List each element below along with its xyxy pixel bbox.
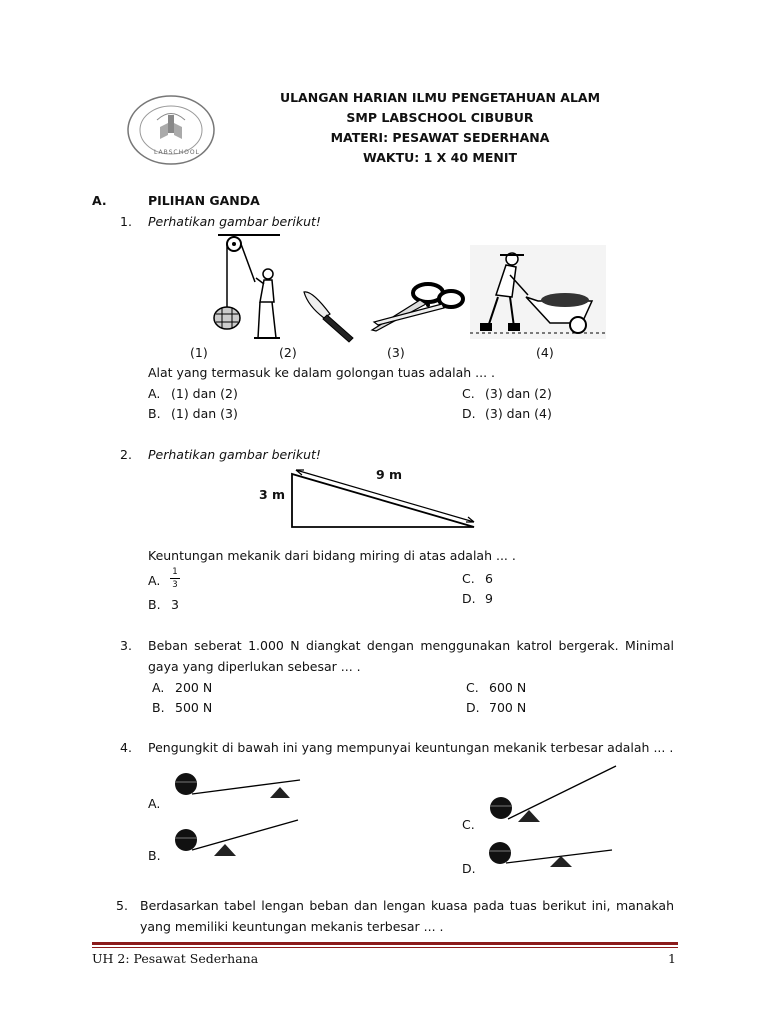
q1-label-4: (4) — [536, 345, 554, 360]
lever-d-diagram[interactable] — [486, 838, 616, 872]
q3-option-a-key: A. — [152, 680, 165, 695]
q3-option-d[interactable]: 700 N — [489, 700, 527, 715]
q2-question: Keuntungan mekanik dari bidang miring di atas adalah ... . — [148, 548, 516, 563]
q4-option-d-key: D. — [462, 861, 476, 876]
q3-option-b-key: B. — [152, 700, 165, 715]
q1-option-c-key: C. — [462, 386, 475, 401]
lever-c-diagram[interactable] — [486, 764, 626, 824]
q4-option-a-key: A. — [148, 796, 161, 811]
footer-title: UH 2: Pesawat Sederhana — [92, 951, 259, 966]
q3-option-a[interactable]: 200 N — [175, 680, 213, 695]
q1-option-a-key: A. — [148, 386, 161, 401]
q4-option-b-key: B. — [148, 848, 161, 863]
q1-label-1: (1) — [190, 345, 208, 360]
q3-option-c-key: C. — [466, 680, 479, 695]
q1-number: 1. — [120, 214, 132, 229]
wheelbarrow-illustration — [470, 245, 606, 339]
fraction-denominator: 3 — [172, 580, 178, 590]
scissors-illustration — [368, 280, 468, 335]
logo-text: LABSCHOOL — [154, 149, 200, 156]
q2-option-c-key: C. — [462, 571, 475, 586]
pulley-illustration — [210, 232, 290, 342]
q2-prompt: Perhatikan gambar berikut! — [148, 447, 321, 462]
q3-option-c[interactable]: 600 N — [489, 680, 527, 695]
q1-question: Alat yang termasuk ke dalam golongan tuas adalah ... . — [148, 365, 496, 380]
q2-option-a-key: A. — [148, 573, 161, 588]
q1-option-d-key: D. — [462, 406, 476, 421]
q4-number: 4. — [120, 740, 132, 755]
q1-option-d[interactable]: (3) dan (4) — [485, 406, 552, 421]
q5-number: 5. — [116, 898, 128, 913]
header-subject: MATERI: PESAWAT SEDERHANA — [330, 130, 550, 145]
q2-option-b-key: B. — [148, 597, 161, 612]
q1-option-b-key: B. — [148, 406, 161, 421]
q1-label-2: (2) — [279, 345, 297, 360]
q1-option-b[interactable]: (1) dan (3) — [171, 406, 238, 421]
q2-option-c[interactable]: 6 — [485, 571, 493, 586]
q2-option-d[interactable]: 9 — [485, 591, 493, 606]
footer-rule-thin — [92, 947, 678, 948]
q2-option-a[interactable] — [170, 567, 180, 590]
fraction-numerator: 1 — [172, 567, 178, 577]
q5-question-line2: yang memiliki keuntungan mekanis terbesar ... . — [140, 919, 444, 934]
header-time: WAKTU: 1 X 40 MENIT — [362, 150, 518, 165]
incline-height-label: 3 m — [259, 487, 286, 502]
section-letter: A. — [92, 193, 107, 208]
q1-option-c[interactable]: (3) dan (2) — [485, 386, 552, 401]
q1-option-a[interactable]: (1) dan (2) — [171, 386, 238, 401]
knife-illustration — [300, 288, 360, 348]
q2-number: 2. — [120, 447, 132, 462]
header-school: SMP LABSCHOOL CIBUBUR — [346, 110, 534, 125]
q1-prompt: Perhatikan gambar berikut! — [148, 214, 321, 229]
lever-b-diagram[interactable] — [172, 818, 302, 858]
incline-length-label: 9 m — [376, 467, 403, 482]
q4-option-c-key: C. — [462, 817, 475, 832]
section-title: PILIHAN GANDA — [148, 193, 260, 208]
footer-rule — [92, 942, 678, 945]
q1-label-3: (3) — [387, 345, 405, 360]
q2-option-d-key: D. — [462, 591, 476, 606]
q2-option-b[interactable]: 3 — [171, 597, 179, 612]
lever-a-diagram[interactable] — [172, 772, 302, 802]
page-number: 1 — [668, 951, 676, 966]
q4-question: Pengungkit di bawah ini yang mempunyai keuntungan mekanik terbesar adalah ... . — [148, 740, 674, 755]
header-title: ULANGAN HARIAN ILMU PENGETAHUAN ALAM — [279, 90, 601, 105]
q3-question-line1: Beban seberat 1.000 N diangkat dengan menggunakan katrol bergerak. Minimal — [148, 638, 674, 653]
q3-option-b[interactable]: 500 N — [175, 700, 213, 715]
q3-number: 3. — [120, 638, 132, 653]
q5-question-line1: Berdasarkan tabel lengan beban dan lengan kuasa pada tuas berikut ini, manakah — [140, 898, 674, 913]
q3-option-d-key: D. — [466, 700, 480, 715]
q3-question-line2: gaya yang diperlukan sebesar ... . — [148, 659, 361, 674]
